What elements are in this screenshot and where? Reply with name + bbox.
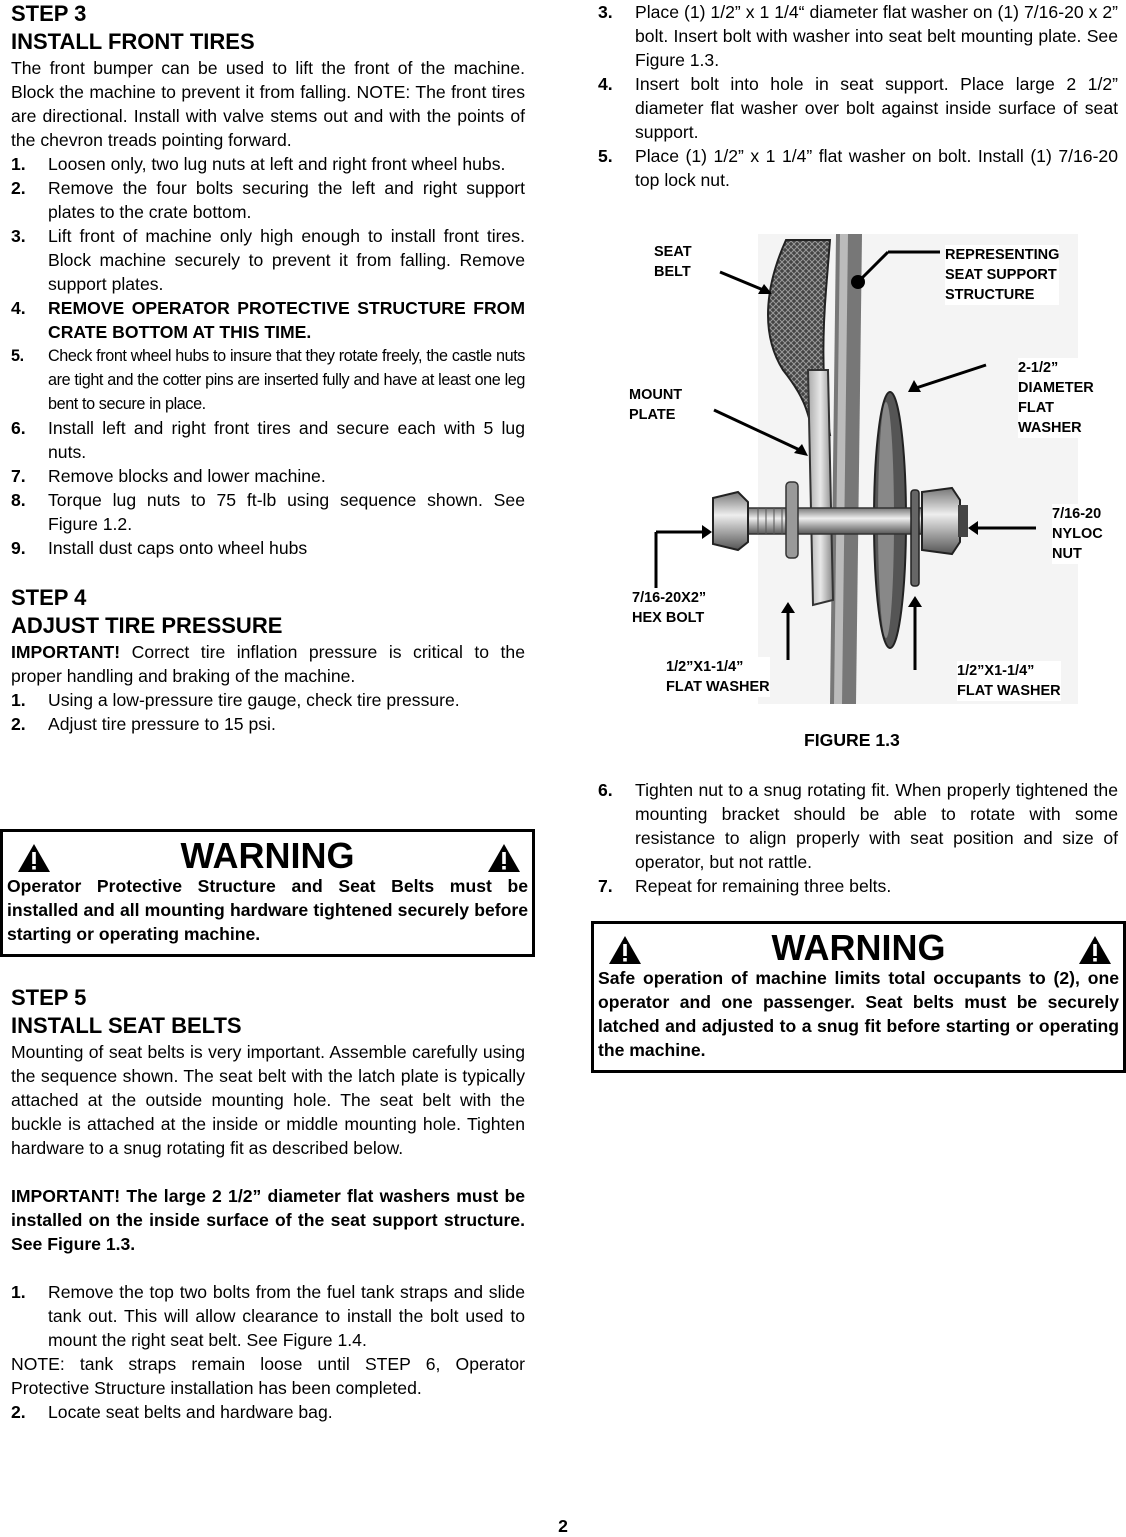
step3-intro: The front bumper can be used to lift the front of the machine. Block the machine to prevent it from falling. NOTE: The front tires are directional. Install with valve stems out and with the points of the chevron treads pointing forward. [11, 58, 525, 150]
list-item: 1. Using a low-pressure tire gauge, check tire pressure. [11, 690, 460, 710]
label-nyloc-nut: 7/16-20 NYLOC NUT [1052, 506, 1103, 562]
step4-label: STEP 4 [11, 585, 87, 610]
step5-list-right [598, 0, 1118, 192]
step4-title: ADJUST TIRE PRESSURE [11, 613, 283, 638]
page-number: 2 [558, 1516, 568, 1536]
step4-important: IMPORTANT! Correct tire inflation pressure is critical to the proper handling and braking of the machine. [11, 642, 525, 686]
step3-list [11, 152, 525, 560]
list-item: 6. Tighten nut to a snug rotating fit. When properly tightened the mounting bracket should be able to rotate with some resistance to align properly with seat position and size of operator, but not rattle. [598, 780, 1118, 872]
warning-box [0, 829, 535, 957]
list-item: 6. Install left and right front tires and secure each with 5 lug nuts. [11, 418, 525, 462]
step5-list-final [598, 778, 1118, 898]
warning-triangle-icon [17, 843, 51, 873]
list-item: 5. Check front wheel hubs to insure that they rotate freely, the castle nuts are tight and the cotter pins are inserted fully and have at least one leg bent to secure in place. [11, 347, 525, 413]
list-item: 2. Remove the four bolts securing the left and right support plates to the crate bottom. [11, 178, 525, 222]
figure-1-3 [608, 220, 1118, 720]
step5-title: INSTALL SEAT BELTS [11, 1013, 242, 1038]
label-seat-belt: SEAT BELT [654, 244, 692, 280]
warning-triangle-icon [608, 935, 642, 965]
warning-text: Operator Protective Structure and Seat Belts must be installed and all mounting hardware tightened securely before starting or operating machine. [7, 876, 528, 944]
step5-list-cont [11, 1400, 525, 1424]
warning-title: WARNING [771, 927, 946, 968]
step5-after-figure [598, 778, 1118, 898]
step3-title: INSTALL FRONT TIRES [11, 29, 255, 54]
step3-label: STEP 3 [11, 1, 87, 26]
step5-important: IMPORTANT! The large 2 1/2” diameter flat washers must be installed on the inside surface of the seat support structure. See Figure 1.3. [11, 1186, 525, 1254]
label-hex-bolt: 7/16-20X2” HEX BOLT [632, 590, 707, 626]
warning-box [591, 921, 1126, 1073]
warning-title: WARNING [180, 835, 355, 876]
list-item: 9. Install dust caps onto wheel hubs [11, 538, 308, 558]
step4-list [11, 688, 525, 736]
list-item: 8. Torque lug nuts to 75 ft-lb using sequence shown. See Figure 1.2. [11, 490, 525, 534]
step5-list [11, 1280, 525, 1352]
right-column [598, 0, 1118, 192]
list-item: 3. Place (1) 1/2” x 1 1/4“ diameter flat washer on (1) 7/16-20 x 2” bolt. Insert bolt with washer into seat belt mounting plate. See Figure 1.3. [598, 2, 1118, 70]
left-column [11, 0, 525, 736]
list-item: 2. Locate seat belts and hardware bag. [11, 1402, 333, 1422]
warning-triangle-icon [487, 843, 521, 873]
label-washer-left: 1/2”X1-1/4” FLAT WASHER [666, 659, 770, 695]
list-item: 1. Loosen only, two lug nuts at left and right front wheel hubs. [11, 154, 506, 174]
warning-triangle-icon [1078, 935, 1112, 965]
list-item: 5. Place (1) 1/2” x 1 1/4” flat washer on bolt. Install (1) 7/16-20 top lock nut. [598, 146, 1118, 190]
label-mount-plate: MOUNT PLATE [629, 387, 683, 423]
figure-caption: FIGURE 1.3 [804, 730, 900, 750]
list-item: 7. Repeat for remaining three belts. [598, 876, 892, 896]
list-item: 3. Lift front of machine only high enough to install front tires. Block machine securely to prevent it from falling. Remove support plates. [11, 226, 525, 294]
warning-text: Safe operation of machine limits total occupants to (2), one operator and one passenger. Seat belts must be securely latched and adjusted to a snug fit before starting or operating the machine. [598, 968, 1119, 1060]
list-item: 2. Adjust tire pressure to 15 psi. [11, 714, 276, 734]
list-item: 1. Remove the top two bolts from the fuel tank straps and slide tank out. This will allow clearance to install the bolt used to mount the right seat belt. See Figure 1.4. [11, 1282, 525, 1350]
list-item: 7. Remove blocks and lower machine. [11, 466, 326, 486]
list-item: 4. Insert bolt into hole in seat support. Place large 2 1/2” diameter flat washer over bolt against inside surface of seat support. [598, 74, 1118, 142]
step5-intro: Mounting of seat belts is very important. Assemble carefully using the sequence shown. The seat belt with the latch plate is typically attached at the outside mounting hole. The seat belt with the buckle is attached at the inside or middle mounting hole. Tighten hardware to a snug rotating fit as described below. [11, 1042, 525, 1158]
label-washer-right: 1/2”X1-1/4” FLAT WASHER [957, 663, 1061, 699]
label-seat-support: REPRESENTING SEAT SUPPORT STRUCTURE [945, 247, 1060, 303]
step5-note: NOTE: tank straps remain loose until STEP 6, Operator Protective Structure installation has been completed. [11, 1354, 525, 1398]
label-large-washer: 2-1/2” DIAMETER FLAT WASHER [1018, 360, 1094, 436]
step5-section [11, 984, 525, 1424]
step5-label: STEP 5 [11, 985, 87, 1010]
list-item: 4. REMOVE OPERATOR PROTECTIVE STRUCTURE FROM CRATE BOTTOM AT THIS TIME. [11, 298, 525, 342]
